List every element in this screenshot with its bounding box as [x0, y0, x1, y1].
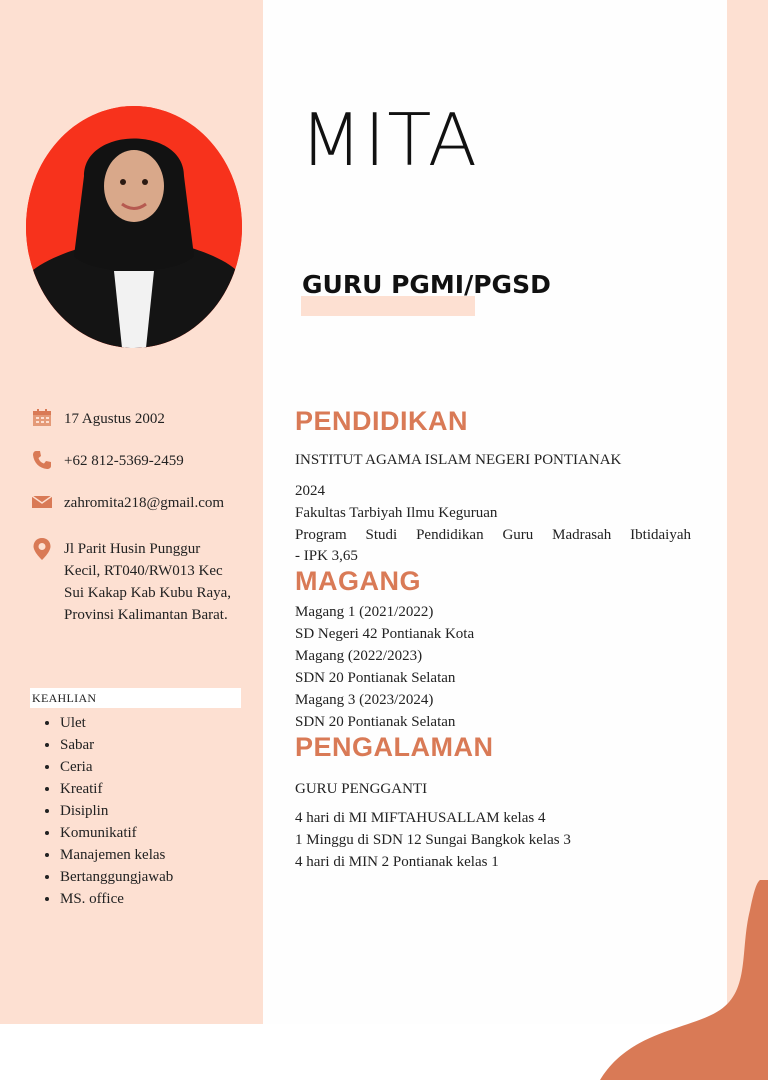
- internship-line: SD Negeri 42 Pontianak Kota: [295, 626, 475, 642]
- calendar-icon: [32, 408, 52, 428]
- internship-line: SDN 20 Pontianak Selatan: [295, 714, 456, 730]
- skill-item: • Bertanggungjawab: [60, 866, 173, 888]
- contact-email: [32, 492, 224, 514]
- address-line: Jl Parit Husin Punggur: [64, 541, 201, 557]
- skill-item: • Sabar: [60, 734, 173, 756]
- address-line: Provinsi Kalimantan Barat.: [64, 607, 228, 623]
- internship-list: [295, 601, 474, 733]
- skills-list: [35, 712, 173, 910]
- skill-item: • Ceria: [60, 756, 173, 778]
- education-year: 2024: [295, 483, 325, 499]
- education-faculty: Fakultas Tarbiyah Ilmu Keguruan: [295, 505, 498, 521]
- education-heading: PENDIDIKAN: [295, 406, 469, 436]
- internship-line: Magang 3 (2023/2024): [295, 692, 434, 708]
- education-gpa: - IPK 3,65: [295, 548, 358, 564]
- right-strip: [727, 0, 768, 1024]
- skills-label: KEAHLIAN: [30, 688, 241, 708]
- decorative-blob: [600, 880, 768, 1080]
- skill-item: • Kreatif: [60, 778, 173, 800]
- contact-address: [32, 538, 231, 626]
- internship-heading: MAGANG: [295, 566, 421, 596]
- location-pin-icon: [32, 538, 52, 558]
- experience-line: 4 hari di MIN 2 Pontianak kelas 1: [295, 854, 499, 870]
- experience-role: GURU PENGGANTI: [295, 781, 428, 797]
- email-text: zahromita218@gmail.com: [64, 495, 225, 511]
- experience-list: [295, 807, 571, 873]
- internship-line: Magang 1 (2021/2022): [295, 604, 434, 620]
- phone-icon: [32, 450, 52, 470]
- skill-item: • Disiplin: [60, 800, 173, 822]
- profile-photo: [26, 106, 242, 348]
- address-line: Sui Kakap Kab Kubu Raya,: [64, 585, 232, 601]
- address-line: Kecil, RT040/RW013 Kec: [64, 563, 223, 579]
- birthdate-text: 17 Agustus 2002: [64, 411, 165, 427]
- contact-phone: [32, 450, 184, 472]
- education-institution: INSTITUT AGAMA ISLAM NEGERI PONTIANAK: [295, 452, 622, 468]
- person-name: MITA: [300, 98, 479, 182]
- skill-item: • Manajemen kelas: [60, 844, 173, 866]
- mail-icon: [32, 492, 52, 512]
- phone-text: +62 812-5369-2459: [64, 453, 184, 469]
- internship-line: SDN 20 Pontianak Selatan: [295, 670, 456, 686]
- skill-item: • Ulet: [60, 712, 173, 734]
- title-highlight: [301, 296, 475, 316]
- experience-heading: PENGALAMAN: [295, 732, 494, 762]
- address-text: [64, 538, 231, 626]
- education-details: [295, 480, 691, 567]
- internship-line: Magang (2022/2023): [295, 648, 423, 664]
- contact-birthdate: [32, 408, 165, 430]
- experience-line: 1 Minggu di SDN 12 Sungai Bangkok kelas 3: [295, 832, 571, 848]
- skill-item: • MS. office: [60, 888, 173, 910]
- skill-item: • Komunikatif: [60, 822, 173, 844]
- education-program: Program Studi Pendidikan Guru Madrasah Ibtidaiyah: [295, 527, 691, 543]
- job-title: GURU PGMI/PGSD: [302, 270, 551, 299]
- experience-line: 4 hari di MI MIFTAHUSALLAM kelas 4: [295, 810, 546, 826]
